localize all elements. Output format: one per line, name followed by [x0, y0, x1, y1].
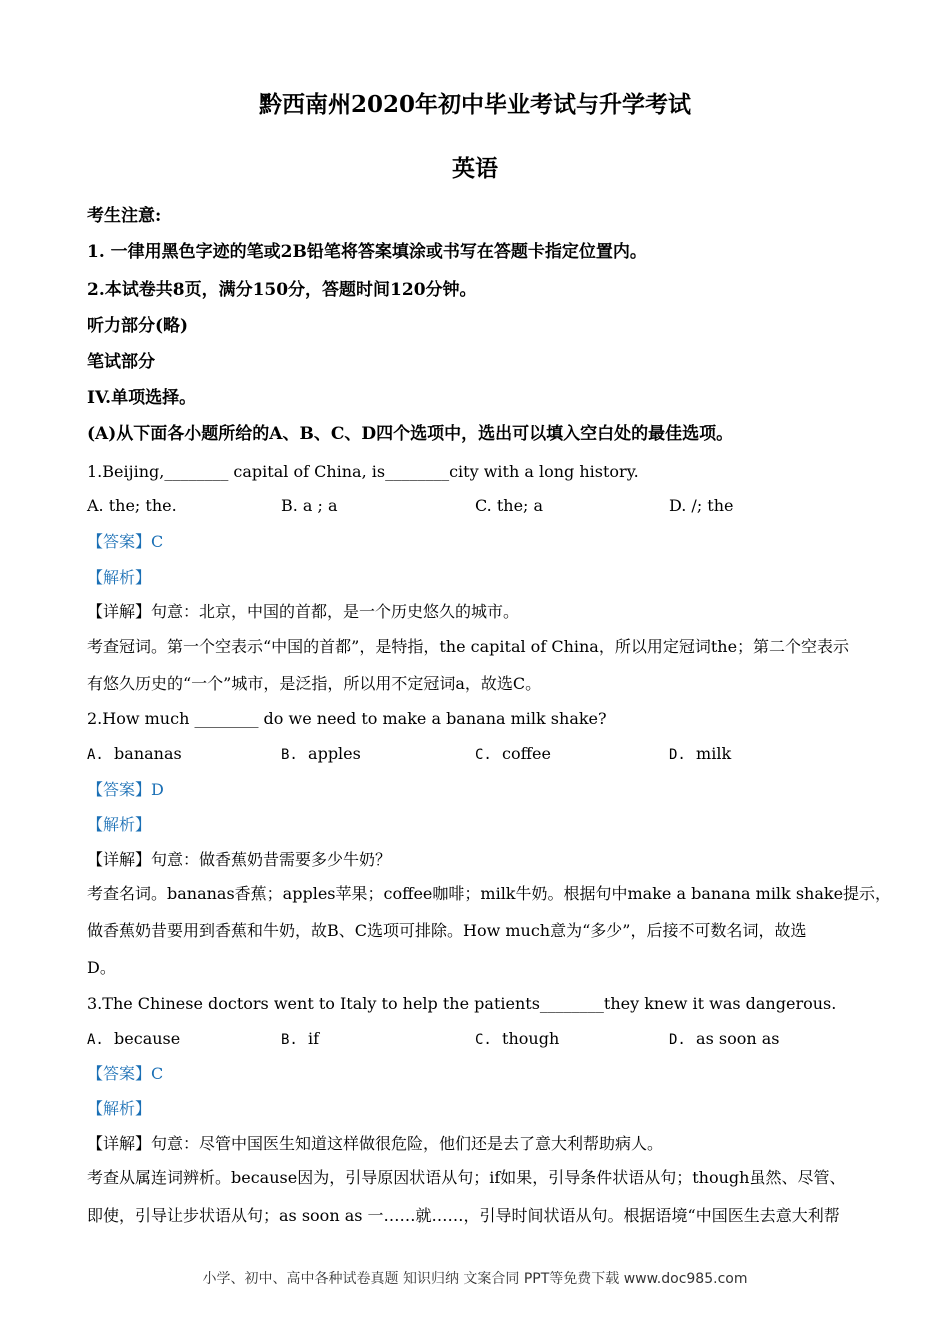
section-heading: IV.单项选择。: [87, 388, 197, 408]
question-3-stem: 3.The Chinese doctors went to Italy to help the patients________they knew it was dangerous.: [87, 994, 837, 1013]
question-1-option-c: C. the; a: [475, 496, 544, 515]
question-1-stem: 1.Beijing,________ capital of China, is________city with a long history.: [87, 462, 639, 481]
question-3-option-a: because: [114, 1029, 181, 1048]
notice-heading: 考生注意:: [87, 206, 162, 226]
question-1-analysis: 【解析】: [87, 568, 152, 587]
question-2-detail-4: D。: [87, 958, 116, 977]
question-1-detail-1: 【详解】句意：北京，中国的首都，是一个历史悠久的城市。: [87, 602, 520, 621]
listening-section: 听力部分(略): [87, 316, 189, 336]
question-2-detail-3: 做香蕉奶昔要用到香蕉和牛奶，故B、C选项可排除。How much意为“多少”，后接不可数名词，故选: [87, 921, 807, 940]
question-3-answer: 【答案】C: [87, 1064, 164, 1083]
question-2-analysis: 【解析】: [87, 815, 152, 834]
question-2-option-d: milk: [696, 744, 732, 763]
written-section: 笔试部分: [87, 352, 155, 372]
question-2-letter-d: D.: [669, 747, 686, 763]
question-2-letter-c: C.: [475, 747, 492, 763]
question-1-option-b: B. a ; a: [281, 496, 338, 515]
question-1-detail-2: 考查冠词。第一个空表示“中国的首都”，是特指，the capital of China，所以用定冠词the；第二个空表示: [87, 637, 850, 656]
question-2-option-a: bananas: [114, 744, 182, 763]
question-1-option-d: D. /; the: [669, 496, 734, 515]
question-3-option-d: as soon as: [696, 1029, 780, 1048]
question-2-stem: 2.How much ________ do we need to make a banana milk shake?: [87, 709, 607, 728]
question-3-letter-c: C.: [475, 1032, 492, 1048]
question-2-letter-a: A.: [87, 747, 104, 763]
question-3-detail-1: 【详解】句意：尽管中国医生知道这样做很危险，他们还是去了意大利帮助病人。: [87, 1134, 664, 1153]
question-2-detail-2: 考查名词。bananas香蕉；apples苹果；coffee咖啡；milk牛奶。根据句中make a banana milk shake提示，: [87, 884, 892, 903]
exam-subject: 英语: [452, 155, 498, 182]
question-3-analysis: 【解析】: [87, 1099, 152, 1118]
question-3-letter-b: B.: [281, 1032, 298, 1048]
question-3-letter-a: A.: [87, 1032, 104, 1048]
page-footer[interactable]: 小学、初中、高中各种试卷真题 知识归纳 文案合同 PPT等免费下载 www.doc985.com: [202, 1271, 748, 1287]
section-instruction: (A)从下面各小题所给的A、B、C、D四个选项中，选出可以填入空白处的最佳选项。: [87, 424, 734, 444]
question-2-letter-b: B.: [281, 747, 298, 763]
notice-item-2: 2.本试卷共8页，满分150分，答题时间120分钟。: [87, 280, 477, 300]
notice-item-1: 1. 一律用黑色字迹的笔或2B铅笔将答案填涂或书写在答题卡指定位置内。: [87, 242, 647, 262]
question-2-answer: 【答案】D: [87, 780, 164, 799]
question-2-option-c: coffee: [502, 744, 551, 763]
question-3-detail-2: 考查从属连词辨析。because因为，引导原因状语从句；if如果，引导条件状语从句；though虽然、尽管、: [87, 1168, 846, 1187]
question-3-letter-d: D.: [669, 1032, 686, 1048]
question-1-answer: 【答案】C: [87, 532, 164, 551]
question-1-option-a: A. the; the.: [87, 496, 177, 515]
question-2-option-b: apples: [308, 744, 361, 763]
exam-title: 黔西南州2020年初中毕业考试与升学考试: [258, 91, 691, 118]
question-3-detail-3: 即使，引导让步状语从句；as soon as 一……就……，引导时间状语从句。根据语境“中国医生去意大利帮: [87, 1206, 840, 1225]
question-3-option-c: though: [502, 1029, 560, 1048]
question-1-detail-3: 有悠久历史的“一个”城市，是泛指，所以用不定冠词a，故选C。: [87, 674, 542, 693]
question-3-option-b: if: [308, 1029, 320, 1048]
question-2-detail-1: 【详解】句意：做香蕉奶昔需要多少牛奶？: [87, 850, 392, 869]
